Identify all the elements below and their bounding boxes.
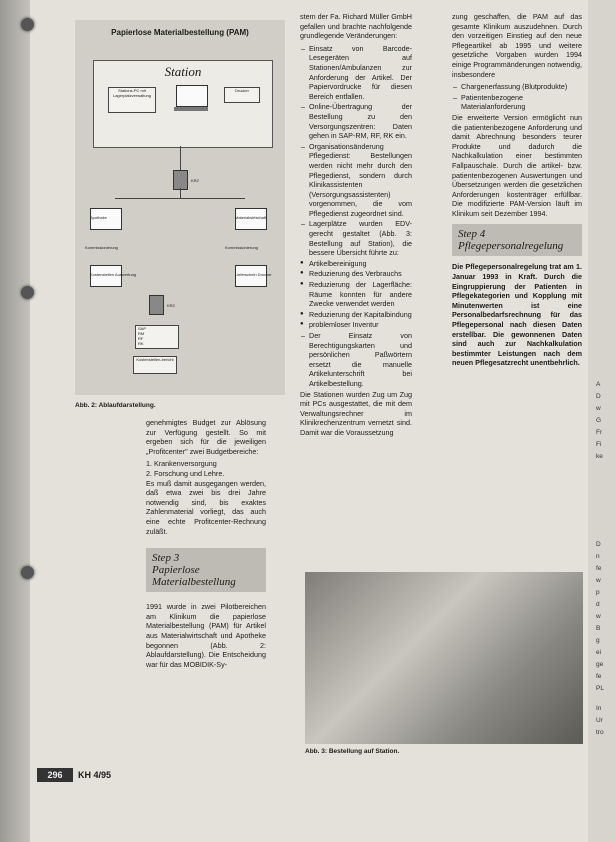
left-pc-label: Apotheke <box>90 215 107 220</box>
paragraph: genehmigtes Budget zur Ablösung zur Verfügung gestellt. So mit ergeben sich für die jeweiligen „Profitcenter" zwei Budgetbereiche: <box>146 418 266 456</box>
step-title-line: Materialbestellung <box>152 576 236 589</box>
side-fragment: fe <box>596 673 602 680</box>
left-pc2-label: Kommissionierung <box>85 245 118 250</box>
right-pc2-label: Kommissionierung <box>225 245 258 250</box>
side-fragment: fe <box>596 565 602 572</box>
side-fragment: ei <box>596 649 602 656</box>
side-fragment: A <box>596 381 601 388</box>
side-fragment: PL <box>596 685 604 692</box>
bold-paragraph-block <box>452 262 582 368</box>
step-3-box <box>146 548 266 592</box>
paragraph: 1991 wurde in zwei Pilotbereichen am Klinikum die papierlose Materialbestellung (PAM) für Artikel aus Materialwirtschaft und Apotheke begonnen (Abb. 2: Ablaufdarstellung). Die Entscheidung war für das MOBIDIK-Sy- <box>146 602 266 669</box>
krz2-server-icon <box>149 295 164 315</box>
figure-caption: Abb. 2: Ablaufdarstellung. <box>75 402 156 409</box>
list-item: – Online-Übertragung der Bestellung zu den Versorgungszentren: Daten gehen in SAP-RM, RF, RK ein. <box>309 102 412 140</box>
column-1 <box>146 418 266 672</box>
side-fragment: G <box>596 417 602 424</box>
side-fragment: ke <box>596 453 603 460</box>
side-fragment: D <box>596 393 601 400</box>
sap-row: RF <box>138 336 144 341</box>
figure-title: Papierlose Materialbestellung (PAM) <box>111 28 249 37</box>
photo-bestellung-auf-station <box>305 572 583 744</box>
right-pc-label: Materialwirtschaft <box>235 215 267 220</box>
column-3 <box>452 12 582 371</box>
bottom-left-label: Kostenstellen Auswertung <box>90 272 137 277</box>
list-item: – Chargenerfassung (Blutprodukte) <box>461 82 582 92</box>
punch-hole-middle <box>21 286 34 299</box>
paragraph: zung geschaffen, die PAM auf das gesamte Klinikum auszudehnen. Durch den vorzeitigen Einstieg auf den neue Pflegeartikel ab 1995 und weitere gesetzliche Vorgaben wurden 1994 einige Programmänderungen notwendig, insbesondere <box>452 12 582 79</box>
station-pc-box: Stations-PC mit Lagerplatzverwaltung <box>108 87 156 113</box>
page-edge-shadow <box>0 0 34 842</box>
punch-hole-top <box>21 18 34 31</box>
step-title-line: Step 4 <box>458 228 486 241</box>
list-item: – Lagerplätze wurden EDV-gerecht gestaltet (Abb. 3: Bestellung auf Station), die bessere Übersicht führte zu: <box>309 219 412 257</box>
station-printer-box: Drucker <box>224 87 260 103</box>
step-title-line: Step 3 <box>152 552 180 565</box>
step-4-box <box>452 224 582 256</box>
column-2 <box>300 12 412 441</box>
sap-row: RK <box>138 341 144 346</box>
dash-list <box>452 82 582 112</box>
krz-label: KRZ <box>191 178 199 183</box>
side-fragment: w <box>596 613 601 620</box>
step-title-line: Pflegepersonalregelung <box>458 240 564 253</box>
paragraph: Die Pflegepersonalregelung trat am 1. Januar 1993 in Kraft. Durch die Eingruppierung der Patienten in Pflegekategorien und Kopplung mit Minutenwerten ist eine Personalbedarfsrechnung für das Pflegepersonal nach diesen Daten erstellbar. Die gewonnenen Daten sind auch zur Nachkalkulation bestimmter Leistungen nach dem neuen Pflegesatzrecht unentbehrlich. <box>452 262 582 368</box>
list-item: 2. Forschung und Lehre. <box>146 468 225 478</box>
figure-ablaufdarstellung <box>75 20 285 395</box>
dash-list <box>300 331 412 389</box>
sap-row: SAP <box>138 326 147 331</box>
side-fragment: Ur <box>596 717 603 724</box>
side-fragment: w <box>596 577 601 584</box>
list-item: ● problemloser Inventur <box>309 320 412 330</box>
paragraph: stem der Fa. Richard Müller GmbH gefallen und brachte nachfolgende grundlegende Veränderungen: <box>300 12 412 41</box>
side-fragment: D <box>596 541 601 548</box>
station-keyboard-icon <box>174 107 208 111</box>
page-number: 296 <box>37 768 73 782</box>
side-fragment: d <box>596 601 600 608</box>
list-item: ● Artikelbereinigung <box>309 259 412 269</box>
kostenstellen-box: Kostenstellen-bericht <box>133 356 177 374</box>
magazine-issue: KH 4/95 <box>78 770 112 780</box>
connector-line <box>180 146 181 170</box>
list-item: ● Reduzierung des Verbrauchs <box>309 269 412 279</box>
side-fragment: n <box>596 553 600 560</box>
side-fragment: g <box>596 637 600 644</box>
station-label: Station <box>164 64 202 79</box>
list-item: – Patientenbezogene Materialanforderung <box>461 93 582 112</box>
bullet-list <box>300 259 412 330</box>
list-item: – Organisationsänderung Pflegedienst: Bestellungen werden nicht mehr durch den Pflegedienst, sondern durch Klinikassistenten (Versorgungsassistenten) vorgenommen, die vom Pflegedienst zugeordnet sind. <box>309 142 412 219</box>
photo-caption: Abb. 3: Bestellung auf Station. <box>305 748 400 755</box>
punch-hole-bottom <box>21 566 34 579</box>
bottom-right-label: Lieferschein Drucker <box>235 272 272 277</box>
krz-server-icon <box>173 170 188 190</box>
step-title-line: Papierlose <box>152 564 200 577</box>
list-item: ● Reduzierung der Kapitalbindung <box>309 310 412 320</box>
dash-list <box>300 44 412 258</box>
side-fragment: p <box>596 589 600 596</box>
list-item: 1. Krankenversorgung <box>146 459 217 469</box>
sap-box <box>135 325 179 349</box>
side-fragment: Fr <box>596 429 603 436</box>
list-item: – Einsatz von Barcode-Lesegeräten auf Stationen/Ambulanzen zur Anforderung der Artikel. Der Papiervordrucke für diesen Bereich entfallen. <box>309 44 412 102</box>
paragraph: Die erweiterte Version ermöglicht nun die patientenbezogene Anforderung und damit Abrechnung besonders teurer Produkte und dadurch die Nachkalkulation einer bestimmten Fallpauschale. Durch die artikel- bzw. patientenbezogenen Auswertungen und Übersetzungen werden die gesetzlichen Anforderungen kostenträger erfüllbar. Die modifizierte PAM-Version läuft im Klinikum seit Dezember 1994. <box>452 112 582 218</box>
side-fragment: w <box>596 405 601 412</box>
side-fragment: B <box>596 625 601 632</box>
paragraph: Die Stationen wurden Zug um Zug mit PCs ausgestattet, die mit dem Verwaltungsrechner im Klinikrechenzentrum vernetzt sind. Damit war die Voraussetzung <box>300 389 412 437</box>
connector-line <box>115 198 245 199</box>
side-fragment: Fi <box>596 441 602 448</box>
station-frame <box>93 60 273 148</box>
list-item: ● Reduzierung der Lagerfläche: Räume konnten für andere Zwecke verwendet werden <box>309 280 412 309</box>
connector-line <box>180 188 181 198</box>
krz2-label: KRZ <box>167 303 175 308</box>
paragraph: Es muß damit ausgegangen werden, daß etwa zwei bis drei Jahre notwendig sind, bis exaktes Zahlenmaterial vorliegt, das auch eine echte Profitcenter-Rechnung zuläßt. <box>146 478 266 536</box>
side-fragment: ge <box>596 661 604 668</box>
list-item: – Der Einsatz von Berechtigungskarten und persönlichen Paßwörtern ersetzt die manuelle Artikelunterschrift bei Artikelbestellung. <box>309 331 412 389</box>
side-fragment: tro <box>596 729 604 736</box>
station-monitor-icon <box>176 85 208 107</box>
sap-row: RM <box>138 331 145 336</box>
side-fragment: In <box>596 705 602 712</box>
